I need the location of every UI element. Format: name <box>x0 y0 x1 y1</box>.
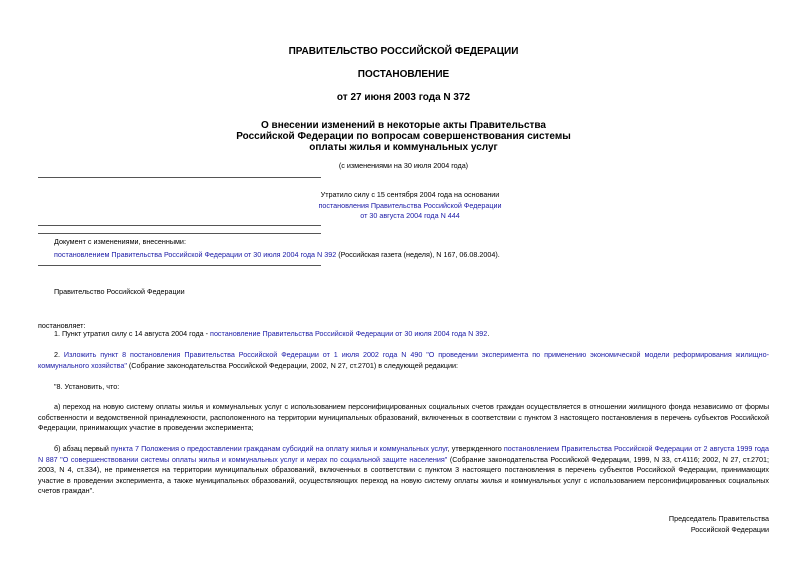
divider <box>38 265 321 266</box>
divider <box>38 225 321 226</box>
changes-intro: Документ с изменениями, внесенными: <box>54 237 186 246</box>
paragraph-2-link-2[interactable]: пункт 8 постановления Правительства Российской Федерации от 1 июля 2002 года N 490 "О проведении эксперимента по применению экономической модели реформирования жилищно-коммунального хозяйства" <box>38 350 769 370</box>
decrees-word: постановляет: <box>38 321 86 330</box>
government-heading: ПРАВИТЕЛЬСТВО РОССИЙСКОЙ ФЕДЕРАЦИИ <box>288 46 519 57</box>
paragraph-1-text: 1. Пункт утратил силу с 14 августа 2004 года - <box>54 329 211 338</box>
title-line: оплаты жилья и коммунальных услуг <box>309 142 498 153</box>
paragraph-5 <box>38 444 769 497</box>
paragraph-5-link-1[interactable]: пункта 7 Положения о предоставлении гражданам субсидий на оплату жилья и коммунальных услуг <box>111 444 448 453</box>
paragraph-2-number: 2. <box>54 350 64 359</box>
signature-org: Российской Федерации <box>690 524 769 534</box>
changes-block <box>54 237 774 260</box>
amendment-note: (с изменениями на 30 июля 2004 года) <box>338 161 469 170</box>
lapsed-notice <box>310 190 510 222</box>
document-type: ПОСТАНОВЛЕНИЕ <box>357 69 450 80</box>
paragraph-5-text-a: б) абзац первый <box>54 444 112 453</box>
paragraph-2-link-1[interactable]: Изложить <box>63 350 97 359</box>
paragraph-5-text-b: , утвержденного <box>447 444 504 453</box>
lapsed-text: Утратило силу с 15 сентября 2004 года на основании <box>320 190 500 199</box>
issuer: Правительство Российской Федерации <box>54 287 185 296</box>
paragraph-5-text-c: (Собрание законодательства Российской Федерации, 1999, N 33, ст.4116; 2002, N 27, ст.2701; 2003, N 4, ст.334), не применяется на территории муниципальных образований, включенных в соответствии с пунктом 3 настоящего постановления в перечень субъектов Российской Федерации, принимающих участие в проведении эксперимента, а также муниципальных образований, осуществляющих переход на новую систему оплаты жилья и коммунальных услуг с использованием персонифицированных социальных счетов граждан". <box>38 454 770 495</box>
paragraph-2 <box>38 350 769 371</box>
lapsed-link-line2[interactable]: от 30 августа 2004 года N 444 <box>360 211 460 220</box>
paragraph-1-link[interactable]: постановление Правительства Российской Федерации от 30 июля 2004 года N 392 <box>210 329 488 338</box>
title-line: О внесении изменений в некоторые акты Правительства <box>260 120 546 131</box>
paragraph-1 <box>54 329 774 340</box>
signature-block <box>669 514 769 535</box>
document-date-number: от 27 июня 2003 года N 372 <box>336 92 471 103</box>
changes-link[interactable]: постановлением Правительства Российской Федерации от 30 июля 2004 года N 392 <box>54 249 337 259</box>
paragraph-2-text: (Собрание законодательства Российской Федерации, 2002, N 27, ст.2701) в следующей редакции: <box>126 360 459 370</box>
paragraph-5-link-2[interactable]: постановлением Правительства Российской Федерации от 2 августа 1999 года N 887 "О совершенствовании системы оплаты жилья и коммунальных услуг и мерах по социальной защите населения" <box>38 444 769 464</box>
paragraph-4: а) переход на новую систему оплаты жилья и коммунальных услуг с использованием персонифицированных социальных счетов граждан осуществляется в отношении жилищного фонда независимо от формы собственности и ведомственной принадлежности, расположенного на территории муниципальных образований, включенных в соответствии с пунктом 3 настоящего постановления в перечень субъектов Российской Федерации, принимающих участие в проведении эксперимента; <box>38 402 769 432</box>
paragraph-1-end: . <box>487 329 490 338</box>
paragraph-3: "8. Установить, что: <box>54 382 120 391</box>
lapsed-link-line1[interactable]: постановления Правительства Российской Федерации <box>318 200 502 210</box>
title-line: Российской Федерации по вопросам совершенствования системы <box>236 131 571 142</box>
changes-source: (Российская газета (неделя), N 167, 06.08.2004). <box>336 249 500 259</box>
document-title <box>0 120 807 153</box>
divider <box>38 177 321 178</box>
divider <box>38 233 321 234</box>
signature-title: Председатель Правительства <box>668 514 769 523</box>
